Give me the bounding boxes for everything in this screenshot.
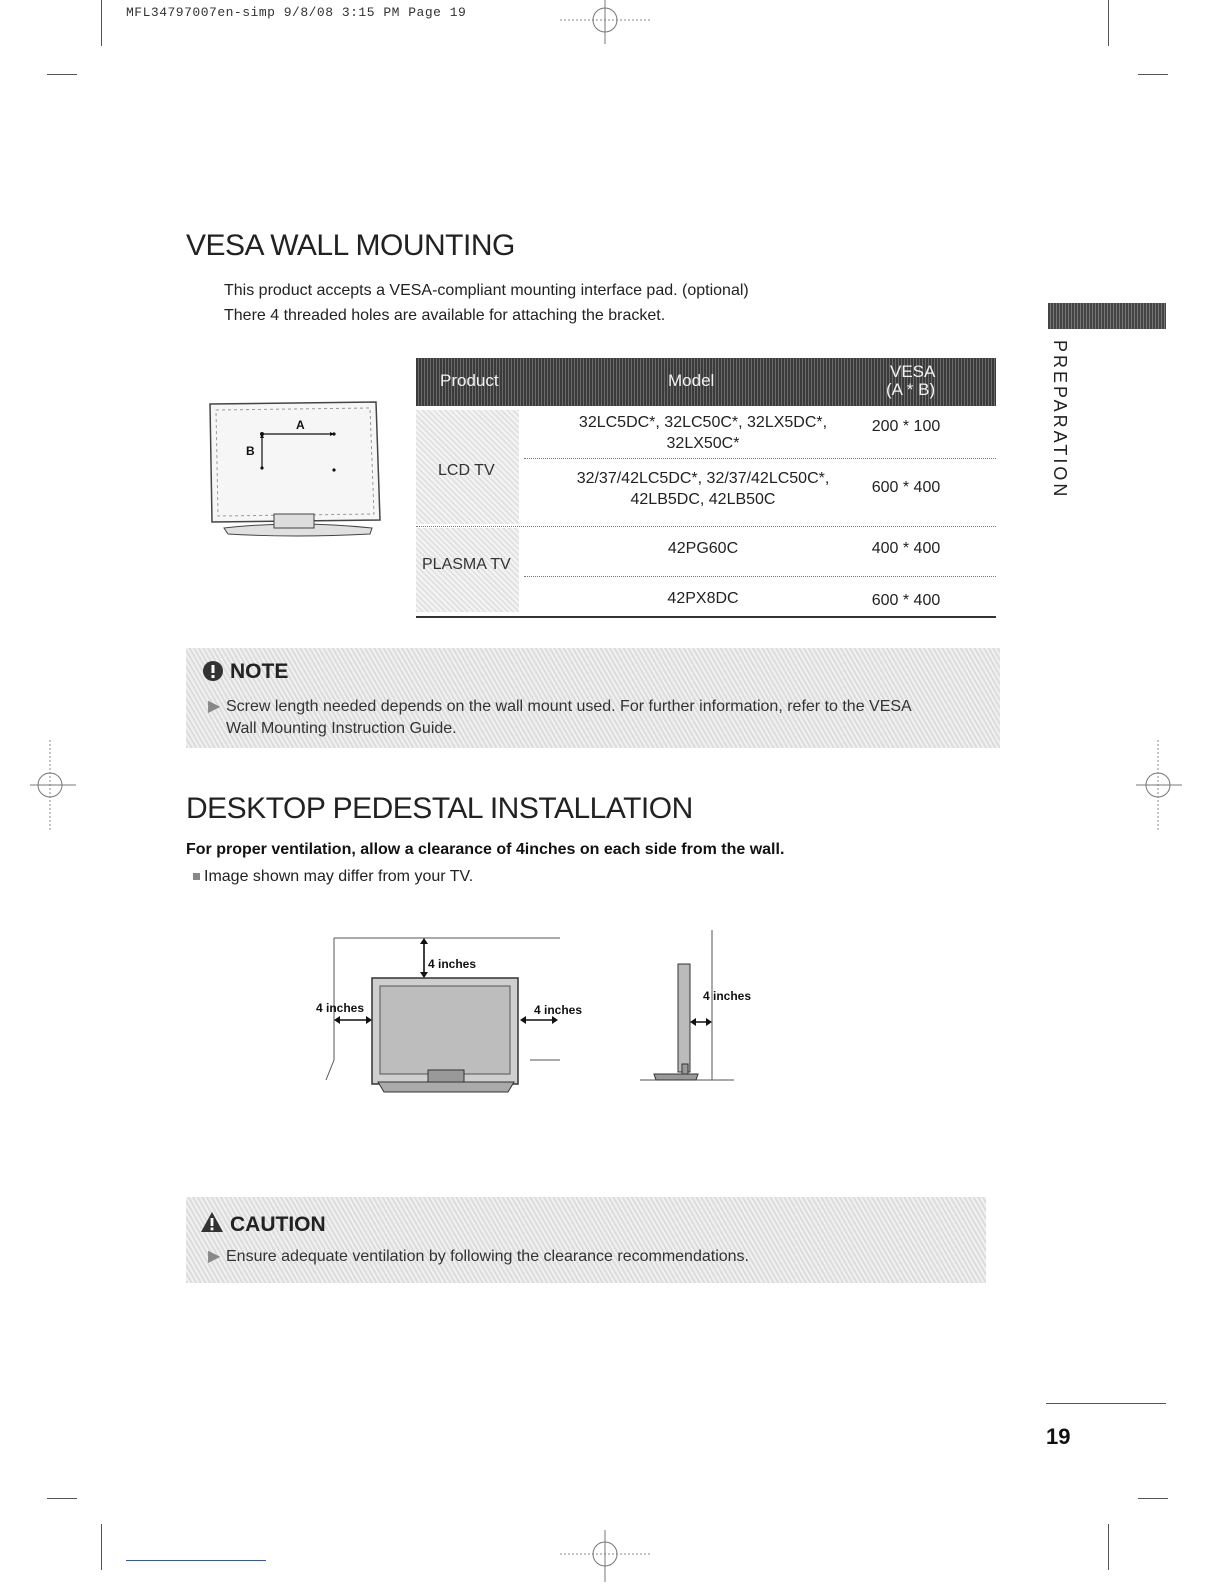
crop-mark [101, 1524, 102, 1570]
pedestal-line-2: Image shown may differ from your TV. [204, 868, 474, 885]
page-number-rule [1046, 1403, 1166, 1404]
header-vesa-sub: (A * B) [886, 380, 936, 399]
table-row-3-model: 42PG60C [667, 540, 739, 557]
front-clearance-diagram [310, 930, 570, 1100]
model-line: 42LB5DC, 42LB50C [630, 491, 776, 508]
registration-mark-right [1136, 740, 1186, 830]
registration-mark-top [560, 0, 660, 46]
vesa-label-b: B [246, 444, 255, 458]
vesa-title: VESA WALL MOUNTING [186, 229, 515, 262]
vesa-line-1: This product accepts a VESA-compliant mounting interface pad. (optional) [224, 282, 749, 299]
lcd-label: LCD TV [438, 462, 495, 479]
header-model: Model [668, 371, 715, 390]
row-divider [524, 576, 996, 577]
front-label-left: 4 inches [316, 1001, 365, 1015]
print-meta: MFL34797007en-simp 9/8/08 3:15 PM Page 19 [126, 5, 467, 20]
caution-title: CAUTION [230, 1213, 326, 1236]
table-row-3-vesa: 400 * 400 [871, 540, 941, 557]
registration-mark-bottom [560, 1530, 660, 1584]
front-label-right: 4 inches [534, 1003, 583, 1017]
side-label: 4 inches [703, 989, 752, 1003]
row-divider [524, 458, 996, 459]
table-row-4-vesa: 600 * 400 [871, 592, 941, 609]
lcd-cell [416, 410, 519, 524]
note-text-1: Screw length needed depends on the wall mount used. For further information, refer to the VESA [226, 698, 912, 715]
note-bullet-icon: ▶ [208, 698, 221, 715]
crop-mark [47, 74, 77, 75]
vesa-tv-diagram [204, 398, 384, 544]
front-label-top: 4 inches [428, 957, 477, 971]
note-title: NOTE [230, 660, 289, 683]
table-header [416, 358, 996, 406]
page-number: 19 [1046, 1424, 1071, 1449]
caution-box [186, 1197, 986, 1283]
caution-bullet-icon: ▶ [208, 1248, 221, 1265]
pedestal-title: DESKTOP PEDESTAL INSTALLATION [186, 792, 693, 825]
crop-mark [1138, 74, 1168, 75]
crop-mark [101, 0, 102, 46]
model-line: 32LC5DC*, 32LC50C*, 32LX5DC*, [578, 414, 828, 431]
side-clearance-diagram [636, 930, 746, 1086]
plasma-label: PLASMA TV [422, 556, 511, 573]
side-tab-label: PREPARATION [1050, 340, 1070, 500]
pedestal-line-1: For proper ventilation, allow a clearance of 4inches on each side from the wall. [186, 841, 785, 858]
table-row-1-vesa: 200 * 100 [871, 418, 941, 435]
note-text-2: Wall Mounting Instruction Guide. [226, 720, 457, 737]
row-divider [416, 526, 996, 527]
model-line: 32LX50C* [666, 435, 740, 452]
caution-text: Ensure adequate ventilation by following the clearance recommendations. [226, 1248, 749, 1265]
side-tab-bar [1048, 303, 1166, 329]
model-line: 32/37/42LC5DC*, 32/37/42LC50C*, [576, 470, 830, 487]
plasma-cell [416, 528, 519, 612]
registration-mark-left [30, 740, 80, 830]
header-product: Product [440, 371, 499, 390]
square-bullet-icon [193, 873, 200, 880]
table-row-1-model [528, 412, 878, 454]
crop-mark [1108, 1524, 1109, 1570]
crop-mark [47, 1498, 77, 1499]
table-row-2-model [528, 468, 878, 510]
vesa-label-a: A [296, 418, 305, 432]
crop-mark [126, 1560, 266, 1561]
table-row-4-model: 42PX8DC [667, 590, 739, 607]
warning-icon [200, 1211, 224, 1233]
vesa-line-2: There 4 threaded holes are available for attaching the bracket. [224, 307, 666, 324]
note-icon [202, 660, 224, 682]
vesa-table [416, 358, 996, 620]
table-row-2-vesa: 600 * 400 [871, 479, 941, 496]
crop-mark [1138, 1498, 1168, 1499]
note-box [186, 648, 1000, 748]
table-bottom-rule [416, 616, 996, 618]
crop-mark [1108, 0, 1109, 46]
header-vesa: VESA [890, 362, 936, 381]
